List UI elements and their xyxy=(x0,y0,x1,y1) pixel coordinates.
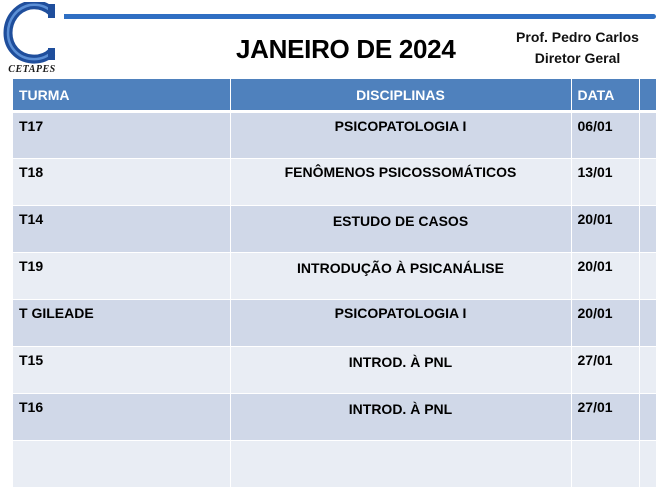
column-header-data: DATA xyxy=(571,79,639,112)
table-row xyxy=(13,300,656,347)
cell-data: 20/01 xyxy=(571,206,639,253)
cell-turma: T15 xyxy=(13,347,230,394)
schedule-table xyxy=(13,79,657,488)
cell-data xyxy=(571,441,639,488)
logo-text: CETAPES xyxy=(8,64,56,75)
cell-spacer xyxy=(639,159,656,206)
column-header-disciplinas: DISCIPLINAS xyxy=(230,79,571,112)
cell-disciplina xyxy=(230,441,571,488)
director-name: Prof. Pedro Carlos xyxy=(516,29,639,45)
header-accent-line xyxy=(64,14,656,19)
cell-disciplina: ESTUDO DE CASOS xyxy=(230,206,571,253)
cell-disciplina: FENÔMENOS PSICOSSOMÁTICOS xyxy=(230,159,571,206)
table-row xyxy=(13,206,656,253)
cell-turma: T19 xyxy=(13,253,230,300)
cell-spacer xyxy=(639,253,656,300)
cell-spacer xyxy=(639,112,656,159)
cell-data: 20/01 xyxy=(571,253,639,300)
column-header-turma: TURMA xyxy=(13,79,230,112)
cell-turma xyxy=(13,441,230,488)
logo-c-icon xyxy=(2,2,64,64)
cell-spacer xyxy=(639,300,656,347)
cell-turma: T17 xyxy=(13,112,230,159)
cell-disciplina: PSICOPATOLOGIA I xyxy=(230,300,571,347)
table-row xyxy=(13,441,656,488)
cell-data: 13/01 xyxy=(571,159,639,206)
table-row xyxy=(13,112,656,159)
cell-spacer xyxy=(639,394,656,441)
table-header-row xyxy=(13,79,656,112)
cell-spacer xyxy=(639,206,656,253)
director-info xyxy=(505,27,650,69)
cell-turma: T16 xyxy=(13,394,230,441)
cell-disciplina: INTROD. À PNL xyxy=(230,347,571,394)
column-header-spacer xyxy=(639,79,656,112)
table-row xyxy=(13,159,656,206)
table-row xyxy=(13,347,656,394)
cell-disciplina: INTRODUÇÃO À PSICANÁLISE xyxy=(230,253,571,300)
cell-turma: T18 xyxy=(13,159,230,206)
cell-disciplina: PSICOPATOLOGIA I xyxy=(230,112,571,159)
cell-spacer xyxy=(639,441,656,488)
table-row xyxy=(13,253,656,300)
cell-turma: T14 xyxy=(13,206,230,253)
director-role: Diretor Geral xyxy=(534,50,621,66)
page-title: JANEIRO DE 2024 xyxy=(236,34,456,64)
cell-spacer xyxy=(639,347,656,394)
table-row xyxy=(13,394,656,441)
cell-data: 20/01 xyxy=(571,300,639,347)
cell-data: 06/01 xyxy=(571,112,639,159)
cell-disciplina: INTROD. À PNL xyxy=(230,394,571,441)
cell-data: 27/01 xyxy=(571,347,639,394)
cell-turma: T GILEADE xyxy=(13,300,230,347)
cell-data: 27/01 xyxy=(571,394,639,441)
cetapes-logo xyxy=(2,2,64,74)
